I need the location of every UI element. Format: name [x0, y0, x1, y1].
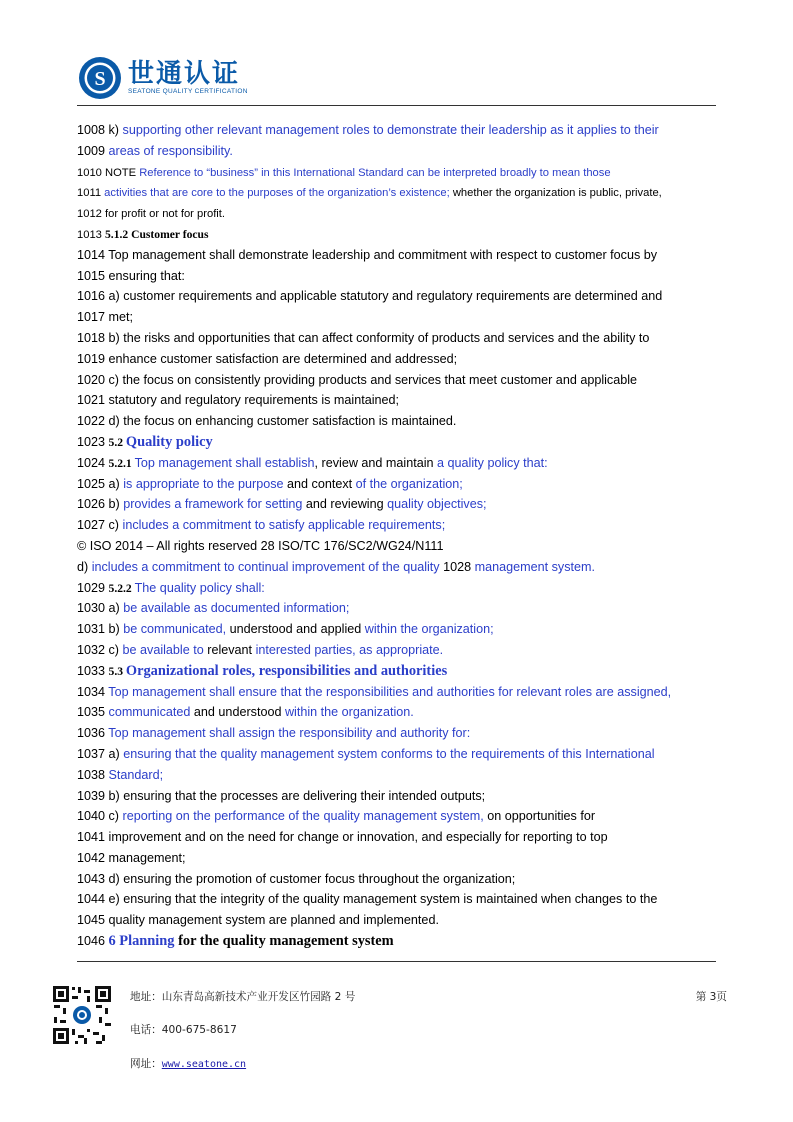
svg-text:S: S [94, 68, 106, 90]
text-line [77, 390, 717, 411]
text-segment: 1044 e) ensuring that the integrity of the quality management system is maintained when changes to the [77, 892, 658, 907]
text-line [77, 598, 717, 619]
text-segment: 1008 k) [77, 123, 123, 137]
text-segment: 1024 [77, 455, 109, 470]
company-logo [78, 57, 248, 99]
text-segment: 1039 b) ensuring that the processes are delivering their intended outputs; [77, 788, 486, 803]
text-segment: © ISO 2014 – All rights reserved 28 ISO/TC 176/SC2/WG24/N111 [77, 538, 444, 553]
text-line [77, 848, 717, 869]
logo-text [128, 60, 248, 96]
text-line [77, 640, 717, 661]
text-segment: and reviewing [302, 497, 388, 512]
text-segment: Top management shall assign the responsibility and authority for: [108, 726, 471, 741]
text-segment: quality objectives; [387, 497, 487, 512]
text-segment: Top management shall ensure that the responsibilities and authorities for relevant roles are assigned, [108, 684, 672, 699]
text-segment: Reference to “business” in this International Standard can be interpreted broadly to mean those [139, 166, 611, 179]
text-line [77, 453, 717, 474]
text-segment: reporting on the performance of the quality management system, [122, 809, 484, 824]
text-segment: 1041 improvement and on the need for change or innovation, and especially for reporting to top [77, 830, 608, 845]
text-line [77, 411, 717, 432]
footer-website [130, 1056, 246, 1071]
text-segment: 1025 a) [77, 476, 124, 491]
text-segment: 1029 [77, 580, 109, 595]
text-segment: 1031 b) [77, 622, 124, 637]
website-link[interactable]: www.seatone.cn [161, 1059, 247, 1070]
text-line [77, 827, 717, 848]
text-segment: activities that are core to the purposes of the organization’s existence; [104, 187, 450, 200]
footer-phone: 电话：400-675-8617 [130, 1024, 237, 1036]
text-segment: ensuring that the quality management system conforms to the requirements of this International [123, 746, 655, 761]
page-number: 第 3页 [695, 991, 727, 1003]
brand-name-cn: 世通认证 [128, 59, 241, 89]
text-segment: 1011 [77, 187, 105, 200]
text-segment: 1023 [77, 434, 109, 449]
text-segment: d) [77, 559, 92, 574]
text-segment: 1032 c) [77, 642, 123, 657]
text-line [77, 474, 717, 495]
text-segment: includes a commitment to continual improvement of the quality [91, 559, 440, 574]
text-segment: be available to [122, 642, 204, 657]
brand-name-en: SEATONE QUALITY CERTIFICATION [128, 88, 248, 95]
text-segment: provides a framework for setting [123, 497, 303, 512]
text-line [77, 910, 717, 931]
text-line [77, 889, 717, 910]
qr-code-icon [51, 984, 113, 1046]
text-segment: The quality policy shall: [134, 580, 265, 595]
text-segment: interested parties, as appropriate. [255, 642, 444, 657]
text-line [77, 162, 717, 183]
text-segment: 1020 c) the focus on consistently providing products and services that meet customer and applicable [77, 372, 638, 387]
text-segment: 1009 [77, 143, 109, 158]
text-line [77, 786, 717, 807]
text-segment: for the quality management system [174, 933, 394, 950]
text-segment: 1018 b) the risks and opportunities that can affect conformity of products and services and the ability to [77, 330, 650, 345]
text-segment: relevant [203, 642, 256, 657]
text-segment: within the organization; [364, 622, 494, 637]
text-segment: 1016 a) customer requirements and applicable statutory and regulatory requirements are determined and [77, 289, 663, 304]
text-line [77, 328, 717, 349]
text-segment: on opportunities for [483, 809, 596, 824]
text-segment: 1034 [77, 684, 109, 699]
text-segment: 1014 Top management shall demonstrate leadership and commitment with respect to customer focus by [77, 247, 658, 262]
text-segment: areas of responsibility. [108, 143, 233, 158]
text-line [77, 224, 717, 245]
text-segment: Organizational roles, responsibilities and authorities [125, 662, 448, 679]
text-segment: 1021 statutory and regulatory requirements is maintained; [77, 393, 400, 408]
seatone-logo-icon [78, 56, 122, 100]
text-segment: 1046 [77, 934, 109, 949]
text-segment: supporting other relevant management roles to demonstrate their leadership as it applies to their [122, 123, 659, 137]
text-segment: 1019 enhance customer satisfaction are determined and addressed; [77, 351, 458, 366]
text-line [77, 307, 717, 328]
text-segment: and context [283, 476, 356, 491]
text-segment: 5.2.2 [108, 581, 135, 595]
footer-website-label: 网址： [130, 1058, 162, 1070]
text-segment: 1038 [77, 767, 109, 782]
text-segment: 5.2.1 [108, 456, 135, 470]
text-segment: includes a commitment to satisfy applicable requirements; [122, 518, 446, 533]
text-line [77, 557, 717, 578]
header-divider [77, 105, 716, 106]
text-line [77, 723, 717, 744]
text-segment: understood and applied [226, 622, 365, 637]
text-segment: and understood [190, 705, 285, 720]
text-line [77, 515, 717, 536]
text-line [77, 661, 717, 682]
text-segment: 6 Planning [108, 933, 175, 950]
text-line [77, 619, 717, 640]
text-segment: 1030 a) [77, 601, 124, 616]
text-segment: within the organization. [284, 705, 414, 720]
text-line [77, 141, 717, 162]
text-segment: 1027 c) [77, 518, 123, 533]
text-segment: 1022 d) the focus on enhancing customer satisfaction is maintained. [77, 414, 457, 429]
text-segment: 5.3 [108, 664, 126, 678]
text-line [77, 494, 717, 515]
text-line [77, 286, 717, 307]
text-segment: Standard; [108, 767, 164, 782]
text-segment: is appropriate to the purpose [123, 476, 284, 491]
text-segment: communicated [108, 705, 191, 720]
text-segment: 1045 quality management system are planned and implemented. [77, 913, 439, 928]
text-segment: 1036 [77, 726, 109, 741]
text-segment: management system. [474, 559, 596, 574]
text-segment: 1013 [77, 228, 105, 241]
text-segment: be available as documented information; [123, 601, 350, 616]
text-line [77, 432, 717, 453]
text-segment: , review and maintain [314, 455, 438, 470]
text-line [77, 370, 717, 391]
text-segment: 1037 a) [77, 746, 124, 761]
text-segment: of the organization; [355, 476, 463, 491]
text-line [77, 682, 717, 703]
text-line [77, 203, 717, 224]
text-segment: 1028 [439, 559, 475, 574]
text-line [77, 120, 717, 141]
text-line [77, 182, 717, 203]
text-segment: 1017 met; [77, 310, 134, 325]
text-segment: be communicated, [123, 622, 227, 637]
text-segment: 1026 b) [77, 497, 124, 512]
text-segment: a quality policy that: [437, 455, 548, 470]
text-segment: 1042 management; [77, 850, 186, 865]
text-segment: Quality policy [125, 433, 213, 450]
document-body [77, 120, 717, 952]
text-line [77, 578, 717, 599]
text-line [77, 765, 717, 786]
text-line [77, 536, 717, 557]
page-footer [77, 962, 727, 1082]
text-line [77, 744, 717, 765]
text-segment: whether the organization is public, private, [449, 187, 662, 200]
text-line [77, 245, 717, 266]
text-segment: 1010 NOTE [77, 166, 140, 179]
text-segment: Top management shall establish [134, 455, 315, 470]
text-segment: 1012 for profit or not for profit. [77, 208, 225, 221]
text-segment: 5.1.2 Customer focus [105, 227, 209, 241]
footer-address: 地址：山东青岛高新技术产业开发区竹园路 2 号 [130, 991, 356, 1003]
text-segment: 1035 [77, 705, 109, 720]
text-line [77, 702, 717, 723]
text-segment: 1043 d) ensuring the promotion of customer focus throughout the organization; [77, 871, 516, 886]
text-line [77, 266, 717, 287]
text-segment: 1040 c) [77, 809, 123, 824]
text-line [77, 806, 717, 827]
text-segment: 1033 [77, 663, 109, 678]
text-segment: 5.2 [108, 435, 126, 449]
text-line [77, 349, 717, 370]
text-segment: 1015 ensuring that: [77, 268, 185, 283]
text-line [77, 869, 717, 890]
text-line [77, 931, 717, 952]
